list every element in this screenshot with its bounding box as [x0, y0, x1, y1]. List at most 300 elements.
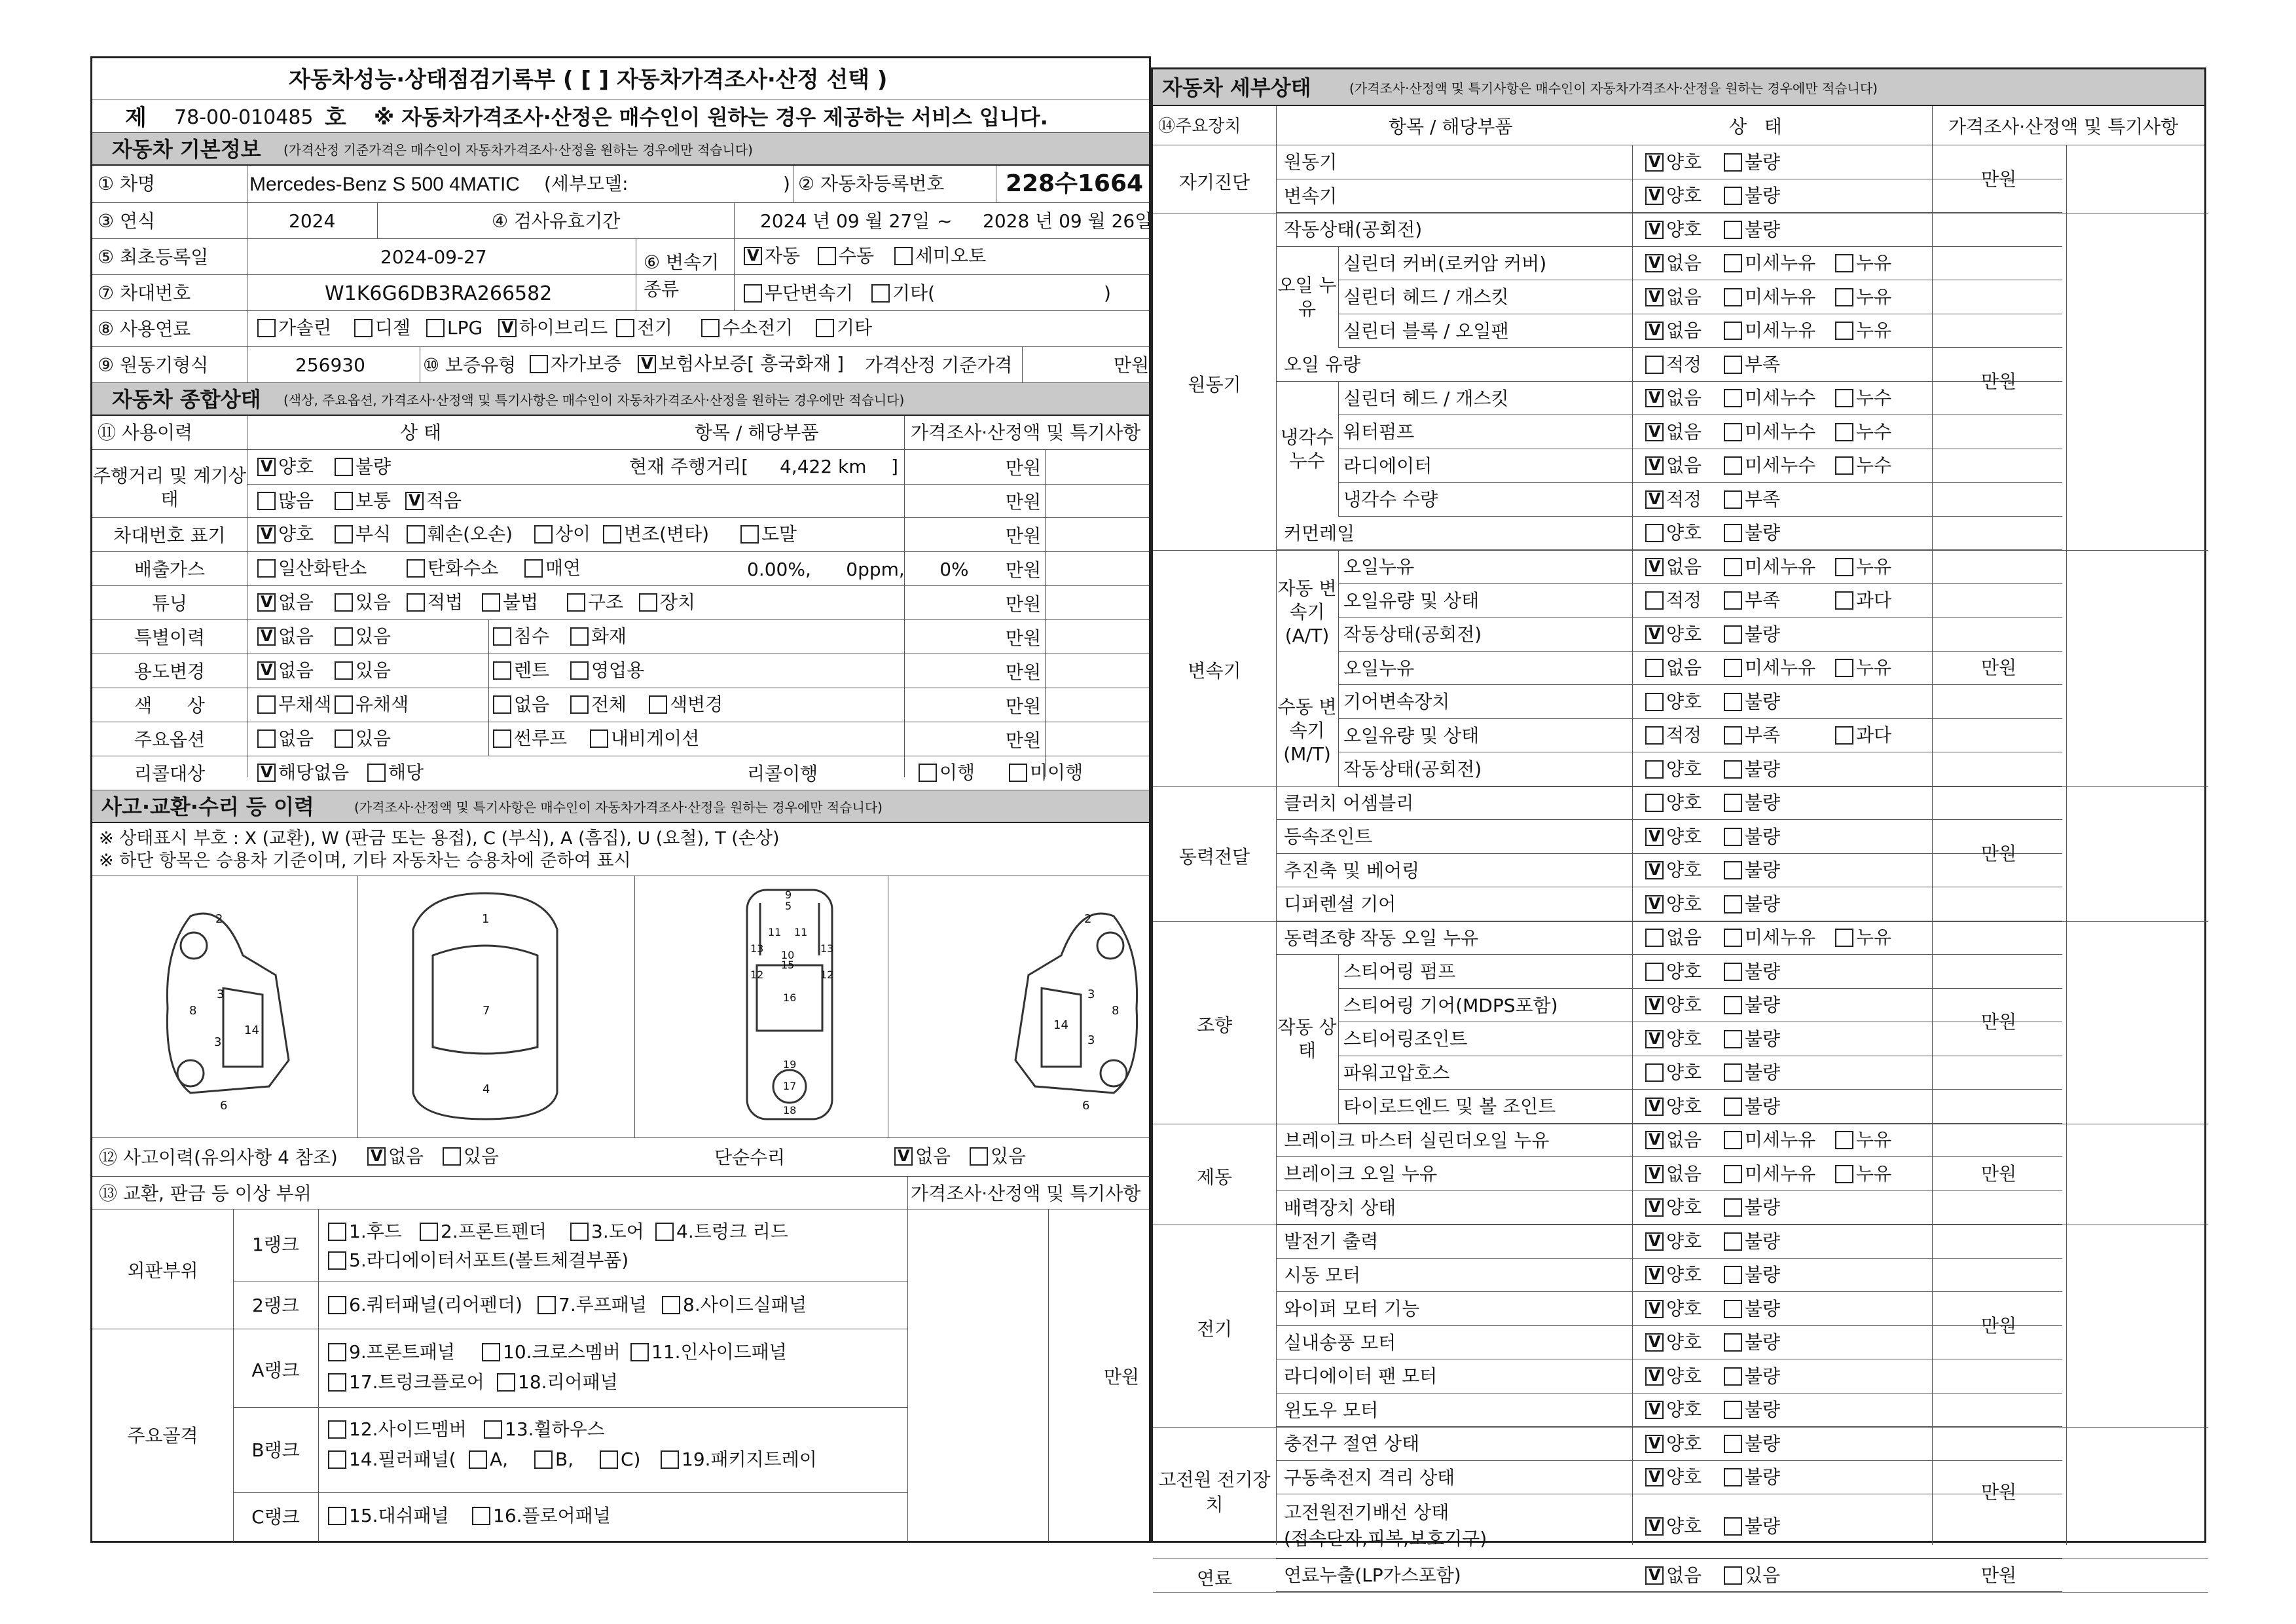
option-bad[interactable]: 불량 [1724, 794, 1780, 812]
option-checkbox[interactable] [1645, 356, 1664, 374]
option-bad[interactable]: 불량 [1724, 1401, 1780, 1419]
part-inside-panel-checkbox[interactable] [630, 1343, 649, 1361]
svg-text:11: 11 [768, 926, 782, 938]
option-checkbox[interactable] [1724, 659, 1742, 677]
option-none[interactable]: 없음 [1645, 659, 1702, 677]
emission-co-checkbox[interactable] [257, 559, 276, 578]
detail-row-r3 [1276, 213, 2062, 247]
option-checkbox[interactable] [1724, 1232, 1742, 1251]
recall-done-checkbox[interactable] [919, 764, 937, 782]
option-checkbox[interactable] [1645, 1063, 1664, 1082]
option-none-checkbox[interactable] [257, 729, 276, 748]
option-checkbox[interactable] [1724, 221, 1742, 239]
option-none[interactable]: V 없음 [1645, 389, 1702, 407]
doc-no-suffix: 호 [325, 105, 346, 131]
option-checkbox[interactable] [1645, 221, 1664, 239]
option-checkbox[interactable] [1724, 254, 1742, 272]
option-checkbox[interactable] [1645, 254, 1664, 272]
part-rear-panel-checkbox[interactable] [497, 1373, 515, 1392]
option-checkbox[interactable] [1724, 490, 1742, 509]
part-package-tray-checkbox[interactable] [661, 1450, 679, 1469]
option-good[interactable]: V 양호 [1645, 1266, 1702, 1284]
option-ok[interactable]: 적정 [1645, 726, 1702, 745]
option-good[interactable]: V 양호 [1645, 1468, 1702, 1486]
usage-exists-checkbox[interactable] [335, 661, 353, 680]
option-bad[interactable]: 불량 [1724, 221, 1780, 239]
option-checkbox[interactable] [1724, 1468, 1742, 1486]
option-checkbox[interactable] [1724, 760, 1742, 779]
option-bad[interactable]: 불량 [1724, 1435, 1780, 1453]
option-checkbox[interactable] [1724, 1367, 1742, 1386]
trans-other-checkbox[interactable] [871, 284, 890, 303]
part-side-member-checkbox[interactable] [328, 1420, 346, 1439]
option-good[interactable]: V 양호 [1645, 1098, 1702, 1116]
option-bad[interactable]: 불량 [1724, 1300, 1780, 1318]
option-leak[interactable]: 누유 [1835, 659, 1891, 677]
fuel-diesel-checkbox[interactable] [354, 319, 373, 337]
repair-exists-checkbox[interactable] [970, 1147, 988, 1166]
fuel-lpg[interactable]: LPG [426, 319, 483, 337]
trans-other[interactable]: 기타( [871, 284, 935, 303]
option-bad[interactable]: 불량 [1724, 1517, 1780, 1536]
option-minor[interactable]: 미세누유 [1724, 558, 1815, 576]
option-leak[interactable]: 누유 [1835, 1165, 1891, 1183]
color-change-checkbox[interactable] [649, 695, 667, 714]
trans-semi[interactable]: 세미오토 [894, 247, 986, 265]
option-good[interactable]: 양호 [1645, 794, 1702, 812]
option-checkbox[interactable] [1724, 1030, 1742, 1048]
special-fire-checkbox[interactable] [570, 627, 589, 646]
option-checkbox[interactable] [1724, 524, 1742, 542]
option-checkbox[interactable] [1724, 828, 1742, 846]
option-good[interactable]: V 양호 [1645, 1367, 1702, 1386]
option-good[interactable]: V 양호 [1645, 153, 1702, 172]
option-bad[interactable]: 불량 [1724, 1468, 1780, 1486]
option-checkbox[interactable] [1645, 1198, 1664, 1217]
option-checkbox[interactable] [1835, 288, 1853, 306]
option-bad[interactable]: 불량 [1724, 828, 1780, 846]
trans-auto-checkbox[interactable] [744, 247, 762, 265]
option-checkbox[interactable] [1835, 389, 1853, 407]
part-side-sill-checkbox[interactable] [662, 1296, 680, 1314]
option-good[interactable]: V 양호 [1645, 625, 1702, 644]
option-bad[interactable]: 불량 [1724, 963, 1780, 981]
option-checkbox[interactable] [1645, 1300, 1664, 1318]
option-checkbox[interactable] [1835, 1131, 1853, 1149]
option-checkbox[interactable] [1645, 288, 1664, 306]
option-checkbox[interactable] [1724, 895, 1742, 913]
color-none-checkbox[interactable] [493, 695, 511, 714]
option-none[interactable]: V 없음 [1645, 1566, 1702, 1585]
option-checkbox[interactable] [1645, 1131, 1664, 1149]
trans-manual[interactable]: 수동 [818, 247, 874, 265]
option-good[interactable]: V 양호 [1645, 996, 1702, 1014]
part-floor-panel-checkbox[interactable] [472, 1507, 490, 1525]
option-checkbox[interactable] [1645, 1165, 1664, 1183]
fuel-other-checkbox[interactable] [816, 319, 834, 337]
option-checkbox[interactable] [1724, 1198, 1742, 1217]
tuning-legal-checkbox[interactable] [407, 593, 425, 612]
vin-mark-painted-checkbox[interactable] [740, 525, 759, 544]
option-checkbox[interactable] [1724, 356, 1742, 374]
option-checkbox[interactable] [1645, 794, 1664, 812]
fuel-electric-checkbox[interactable] [616, 319, 634, 337]
option-checkbox[interactable] [1724, 1566, 1742, 1585]
option-good[interactable]: V 양호 [1645, 1401, 1702, 1419]
option-checkbox[interactable] [1724, 558, 1742, 576]
part-front-fender-checkbox[interactable] [420, 1223, 438, 1241]
part-door-checkbox[interactable] [570, 1223, 589, 1241]
option-checkbox[interactable] [1645, 1367, 1664, 1386]
option-leak[interactable]: 누유 [1835, 1131, 1891, 1149]
option-leak[interactable]: 누유 [1835, 558, 1891, 576]
option-checkbox[interactable] [1645, 1266, 1664, 1284]
option-good[interactable]: V 양호 [1645, 1435, 1702, 1453]
part-trunk-lid-checkbox[interactable] [655, 1223, 674, 1241]
trans-cvt[interactable]: 무단변속기 [744, 284, 853, 303]
option-checkbox[interactable] [1835, 456, 1853, 475]
option-none[interactable]: V 없음 [1645, 254, 1702, 272]
option-checkbox[interactable] [1645, 456, 1664, 475]
pillar-b-checkbox[interactable] [534, 1450, 553, 1469]
option-ok[interactable]: V 적정 [1645, 490, 1702, 509]
option-checkbox[interactable] [1645, 187, 1664, 205]
option-checkbox[interactable] [1835, 659, 1853, 677]
group-drive-unit: 만원 [1981, 842, 2017, 864]
option-none[interactable]: V 없음 [1645, 288, 1702, 306]
option-bad[interactable]: 불량 [1724, 1098, 1780, 1116]
option-checkbox[interactable] [1645, 1435, 1664, 1453]
fuel-hybrid-checkbox[interactable] [498, 319, 517, 337]
accident-none-checkbox[interactable] [367, 1147, 386, 1166]
part-radiator-support-checkbox[interactable] [328, 1251, 346, 1270]
emission-smoke-checkbox[interactable] [524, 559, 543, 578]
option-good[interactable]: V 양호 [1645, 861, 1702, 879]
option-checkbox[interactable] [1645, 895, 1664, 913]
option-bad[interactable]: 불량 [1724, 1266, 1780, 1284]
option-checkbox[interactable] [1645, 490, 1664, 509]
option-checkbox[interactable] [1724, 322, 1742, 340]
option-checkbox[interactable] [1724, 1063, 1742, 1082]
option-checkbox[interactable] [1645, 693, 1664, 711]
option-minor_w[interactable]: 미세누수 [1724, 389, 1815, 407]
option-minor[interactable]: 미세누유 [1724, 659, 1815, 677]
option-good[interactable]: V 양호 [1645, 187, 1702, 205]
tuning-illegal-checkbox[interactable] [482, 593, 500, 612]
trans-cvt-checkbox[interactable] [744, 284, 762, 303]
vin-mark-damage-checkbox[interactable] [407, 525, 425, 544]
warranty-self[interactable]: 자가보증 [530, 355, 621, 373]
mileage-many-checkbox[interactable] [257, 492, 276, 510]
option-checkbox[interactable] [1645, 828, 1664, 846]
part-pillar-checkbox[interactable] [328, 1450, 346, 1469]
option-checkbox[interactable] [1724, 1131, 1742, 1149]
option-checkbox[interactable] [1724, 591, 1742, 610]
emission-hc-checkbox[interactable] [407, 559, 425, 578]
tuning-device-checkbox[interactable] [639, 593, 657, 612]
option-bad[interactable]: 불량 [1724, 153, 1780, 172]
tuning-exists-checkbox[interactable] [335, 593, 353, 612]
fuel-hybrid[interactable]: V 하이브리드 [498, 319, 608, 337]
option-bad[interactable]: 불량 [1724, 693, 1780, 711]
part-dash-panel-checkbox[interactable] [328, 1507, 346, 1525]
option-checkbox[interactable] [1645, 963, 1664, 981]
part-cross-member-checkbox[interactable] [482, 1343, 500, 1361]
option-checkbox[interactable] [1724, 861, 1742, 879]
option-bad[interactable]: 불량 [1724, 1198, 1780, 1217]
option-bad[interactable]: 불량 [1724, 1333, 1780, 1352]
option-bad[interactable]: 불량 [1724, 1232, 1780, 1251]
option-checkbox[interactable] [1724, 389, 1742, 407]
option-leak_w[interactable]: 누수 [1835, 456, 1891, 475]
accident-exists-checkbox[interactable] [443, 1147, 461, 1166]
tuning-none-checkbox[interactable] [257, 593, 276, 612]
option-checkbox[interactable] [1645, 726, 1664, 745]
option-good[interactable]: V 양호 [1645, 1232, 1702, 1251]
option-checkbox[interactable] [1835, 591, 1853, 610]
option-checkbox[interactable] [1645, 625, 1664, 644]
option-none[interactable]: V 없음 [1645, 1131, 1702, 1149]
option-checkbox[interactable] [1724, 423, 1742, 441]
option-checkbox[interactable] [1645, 423, 1664, 441]
option-none[interactable]: V 없음 [1645, 423, 1702, 441]
option-minor[interactable]: 미세누유 [1724, 288, 1815, 306]
option-checkbox[interactable] [1645, 1468, 1664, 1486]
option-checkbox[interactable] [1645, 591, 1664, 610]
recall-none-checkbox[interactable] [257, 764, 276, 782]
option-checkbox[interactable] [1645, 1517, 1664, 1536]
fuel-gasoline[interactable]: 가솔린 [257, 319, 331, 337]
option-leak_w[interactable]: 누수 [1835, 423, 1891, 441]
option-leak[interactable]: 누유 [1835, 288, 1891, 306]
option-bad[interactable]: 불량 [1724, 760, 1780, 779]
option-checkbox[interactable] [1724, 693, 1742, 711]
legend-codes: ※ 상태표시 부호 : X (교환), W (판금 또는 용접), C (부식), A (흠집), U (요철), T (손상) [99, 828, 780, 849]
trans-auto[interactable]: V 자동 [744, 247, 800, 265]
option-checkbox[interactable] [1645, 389, 1664, 407]
option-checkbox[interactable] [1835, 1165, 1853, 1183]
option-bad[interactable]: 불량 [1724, 1367, 1780, 1386]
option-minor[interactable]: 미세누유 [1724, 1165, 1815, 1183]
option-exist[interactable]: 있음 [1724, 1566, 1780, 1585]
special-none-checkbox[interactable] [257, 627, 276, 646]
option-checkbox[interactable] [1645, 153, 1664, 172]
option-good[interactable]: V 양호 [1645, 1300, 1702, 1318]
vin-mark-diff-checkbox[interactable] [534, 525, 553, 544]
option-over[interactable]: 과다 [1835, 591, 1891, 610]
fuel-lpg-checkbox[interactable] [426, 319, 445, 337]
part-hood-checkbox[interactable] [328, 1223, 346, 1241]
option-leak_w[interactable]: 누수 [1835, 389, 1891, 407]
option-low[interactable]: 부족 [1724, 490, 1780, 509]
option-minor[interactable]: 미세누유 [1724, 254, 1815, 272]
option-ok[interactable]: 적정 [1645, 356, 1702, 374]
option-checkbox[interactable] [1835, 254, 1853, 272]
option-good[interactable]: V 양호 [1645, 1030, 1702, 1048]
fuel-hydrogen[interactable]: 수소전기 [701, 319, 793, 337]
option-good[interactable]: 양호 [1645, 693, 1702, 711]
option-good[interactable]: V 양호 [1645, 221, 1702, 239]
vin-mark-corrosion-checkbox[interactable] [335, 525, 353, 544]
option-none[interactable]: V 없음 [1645, 558, 1702, 576]
option-checkbox[interactable] [1645, 996, 1664, 1014]
part-roof-panel-checkbox[interactable] [538, 1296, 556, 1314]
option-good[interactable]: V 양호 [1645, 828, 1702, 846]
option-minor[interactable]: 미세누유 [1724, 1131, 1815, 1149]
option-checkbox[interactable] [1724, 1401, 1742, 1419]
option-checkbox[interactable] [1645, 322, 1664, 340]
option-checkbox[interactable] [1724, 153, 1742, 172]
recall-not-checkbox[interactable] [1009, 764, 1027, 782]
option-checkbox[interactable] [1724, 1165, 1742, 1183]
option-checkbox[interactable] [1724, 1435, 1742, 1453]
option-leak[interactable]: 누유 [1835, 929, 1891, 947]
tuning-row: 튜닝 V 없음 있음 적법 불법 구조 장치 만원 [92, 586, 1149, 620]
usage-change-label: 용도변경 [134, 661, 206, 682]
option-minor[interactable]: 미세누유 [1724, 322, 1815, 340]
option-minor[interactable]: 미세누유 [1724, 929, 1815, 947]
option-exists-checkbox[interactable] [335, 729, 353, 748]
pillar-a-checkbox[interactable] [469, 1450, 487, 1469]
option-navi-checkbox[interactable] [590, 729, 608, 748]
special-exists-checkbox[interactable] [335, 627, 353, 646]
option-checkbox[interactable] [1724, 929, 1742, 947]
color-achromatic-checkbox[interactable] [257, 695, 276, 714]
detail-row-r30 [1276, 1124, 2062, 1158]
option-checkbox[interactable] [1645, 861, 1664, 879]
option-bad[interactable]: 불량 [1724, 625, 1780, 644]
option-checkbox[interactable] [1645, 1566, 1664, 1585]
option-over[interactable]: 과다 [1835, 726, 1891, 745]
option-checkbox[interactable] [1645, 1030, 1664, 1048]
color-all-checkbox[interactable] [570, 695, 589, 714]
fuel-diesel[interactable]: 디젤 [354, 319, 410, 337]
trans-manual-checkbox[interactable] [818, 247, 836, 265]
option-checkbox[interactable] [1724, 1266, 1742, 1284]
warranty-self-checkbox[interactable] [530, 355, 548, 373]
mileage-bad-checkbox[interactable] [335, 458, 353, 476]
option-bad[interactable]: 불량 [1724, 895, 1780, 913]
option-good[interactable]: 양호 [1645, 524, 1702, 542]
option-checkbox[interactable] [1724, 1300, 1742, 1318]
option-bad[interactable]: 불량 [1724, 861, 1780, 879]
option-checkbox[interactable] [1724, 1517, 1742, 1536]
option-checkbox[interactable] [1724, 1098, 1742, 1116]
usage-rent-checkbox[interactable] [493, 661, 511, 680]
option-checkbox[interactable] [1835, 322, 1853, 340]
option-checkbox[interactable] [1724, 187, 1742, 205]
option-bad[interactable]: 불량 [1724, 1063, 1780, 1082]
option-checkbox[interactable] [1724, 963, 1742, 981]
option-checkbox[interactable] [1645, 929, 1664, 947]
option-leak[interactable]: 누유 [1835, 254, 1891, 272]
submodel-label: (세부모델: [544, 173, 629, 194]
vin-mark-good-checkbox[interactable] [257, 525, 276, 544]
warranty-insurance[interactable]: V 보험사보증[ 흥국화재 ] [638, 355, 844, 373]
option-leak[interactable]: 누유 [1835, 322, 1891, 340]
part-front-panel-checkbox[interactable] [328, 1343, 346, 1361]
option-low[interactable]: 부족 [1724, 726, 1780, 745]
option-checkbox[interactable] [1724, 1333, 1742, 1352]
option-good[interactable]: 양호 [1645, 963, 1702, 981]
option-ok[interactable]: 적정 [1645, 591, 1702, 610]
color-chromatic-checkbox[interactable] [335, 695, 353, 714]
option-checkbox[interactable] [1724, 996, 1742, 1014]
part-trunk-floor-checkbox[interactable] [328, 1373, 346, 1392]
option-good[interactable]: 양호 [1645, 760, 1702, 779]
option-low[interactable]: 부족 [1724, 591, 1780, 610]
option-bad[interactable]: 불량 [1724, 524, 1780, 542]
option-checkbox[interactable] [1645, 1333, 1664, 1352]
option-checkbox[interactable] [1645, 1401, 1664, 1419]
option-good[interactable]: V양호 [1645, 1517, 1702, 1536]
option-none[interactable]: V 없음 [1645, 1165, 1702, 1183]
fuel-hydrogen-checkbox[interactable] [701, 319, 720, 337]
price-col: 가격조사·산정액 및 특기사항 [911, 422, 1141, 443]
option-good[interactable]: V 양호 [1645, 1333, 1702, 1352]
fuel-gasoline-checkbox[interactable] [257, 319, 276, 337]
option-low[interactable]: 부족 [1724, 356, 1780, 374]
option-sunroof-checkbox[interactable] [493, 729, 511, 748]
usage-none-checkbox[interactable] [257, 661, 276, 680]
trans-semi-checkbox[interactable] [894, 247, 913, 265]
option-checkbox[interactable] [1835, 558, 1853, 576]
mileage-normal-checkbox[interactable] [335, 492, 353, 510]
option-checkbox[interactable] [1835, 726, 1853, 745]
option-good[interactable]: V 양호 [1645, 1198, 1702, 1217]
tuning-structure-checkbox[interactable] [567, 593, 585, 612]
warranty-insurance-checkbox[interactable] [638, 355, 656, 373]
vin-mark-altered-checkbox[interactable] [603, 525, 621, 544]
option-minor_w[interactable]: 미세누수 [1724, 456, 1815, 475]
option-checkbox[interactable] [1645, 760, 1664, 779]
recall-applicable-checkbox[interactable] [367, 764, 386, 782]
option-checkbox[interactable] [1645, 558, 1664, 576]
repair-none-checkbox[interactable] [894, 1147, 913, 1166]
option-checkbox[interactable] [1724, 726, 1742, 745]
option-bad[interactable]: 불량 [1724, 996, 1780, 1014]
option-good[interactable]: 양호 [1645, 1063, 1702, 1082]
mileage-good-checkbox[interactable] [257, 458, 276, 476]
option-checkbox[interactable] [1835, 423, 1853, 441]
option-checkbox[interactable] [1645, 1098, 1664, 1116]
option-checkbox[interactable] [1835, 929, 1853, 947]
option-none[interactable]: 없음 [1645, 929, 1702, 947]
option-checkbox[interactable] [1645, 659, 1664, 677]
option-checkbox[interactable] [1724, 625, 1742, 644]
fuel-other[interactable]: 기타 [816, 319, 872, 337]
option-none[interactable]: V 없음 [1645, 322, 1702, 340]
special-flood-checkbox[interactable] [493, 627, 511, 646]
pillar-c-checkbox[interactable] [600, 1450, 618, 1469]
svg-text:10: 10 [781, 949, 795, 961]
option-checkbox[interactable] [1724, 288, 1742, 306]
part-quarter-panel-checkbox[interactable] [328, 1296, 346, 1314]
option-minor_w[interactable]: 미세누수 [1724, 423, 1815, 441]
option-checkbox[interactable] [1645, 524, 1664, 542]
option-bad[interactable]: 불량 [1724, 187, 1780, 205]
mileage-few-checkbox[interactable] [405, 492, 424, 510]
fuel-electric[interactable]: 전기 [616, 319, 672, 337]
option-checkbox[interactable] [1645, 1232, 1664, 1251]
option-none[interactable]: V 없음 [1645, 456, 1702, 475]
part-wheel-house-checkbox[interactable] [484, 1420, 502, 1439]
usage-business-checkbox[interactable] [570, 661, 589, 680]
option-checkbox[interactable] [1724, 794, 1742, 812]
option-bad[interactable]: 불량 [1724, 1030, 1780, 1048]
option-good[interactable]: V 양호 [1645, 895, 1702, 913]
option-checkbox[interactable] [1724, 456, 1742, 475]
